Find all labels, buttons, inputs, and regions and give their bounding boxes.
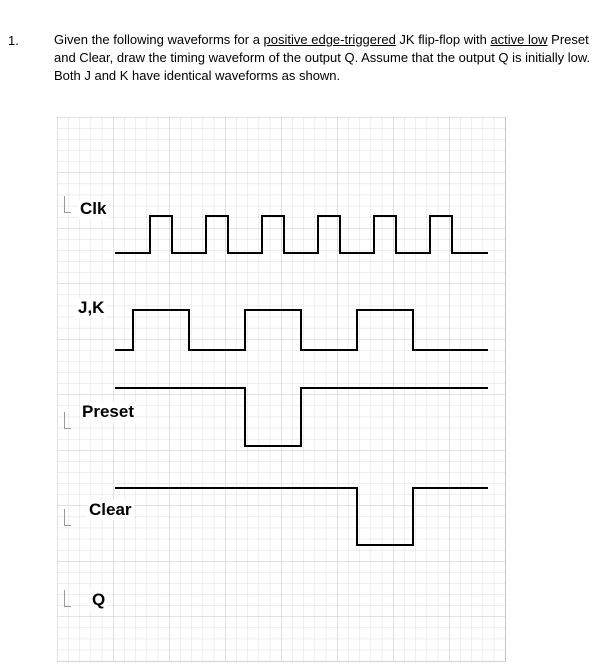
jk-label: J,K — [78, 298, 105, 317]
clear-waveform — [115, 488, 488, 545]
label-bracket — [64, 412, 71, 429]
q-label: Q — [92, 590, 106, 609]
clk-waveform — [115, 216, 488, 253]
label-bracket — [64, 509, 71, 526]
preset-label: Preset — [82, 402, 134, 421]
preset-waveform — [115, 388, 488, 446]
jk-waveform — [115, 310, 488, 350]
question-number: 1. — [8, 33, 19, 48]
label-bracket — [64, 196, 71, 213]
question-text-part: JK flip-flop with — [395, 32, 491, 47]
clear-label: Clear — [89, 500, 132, 519]
question-text-part: Preset and Clear, draw the timing waveform of the output Q. Assume that the output Q is initially low. Both J and K have identical waveforms as shown. — [54, 32, 591, 83]
question-text-part: Given the following waveforms for a — [54, 32, 264, 47]
clk-label: Clk — [80, 199, 107, 218]
active-low-term: active low — [490, 32, 548, 47]
label-bracket — [64, 590, 71, 607]
positive-edge-triggered-term: positive edge-triggered — [263, 32, 396, 47]
